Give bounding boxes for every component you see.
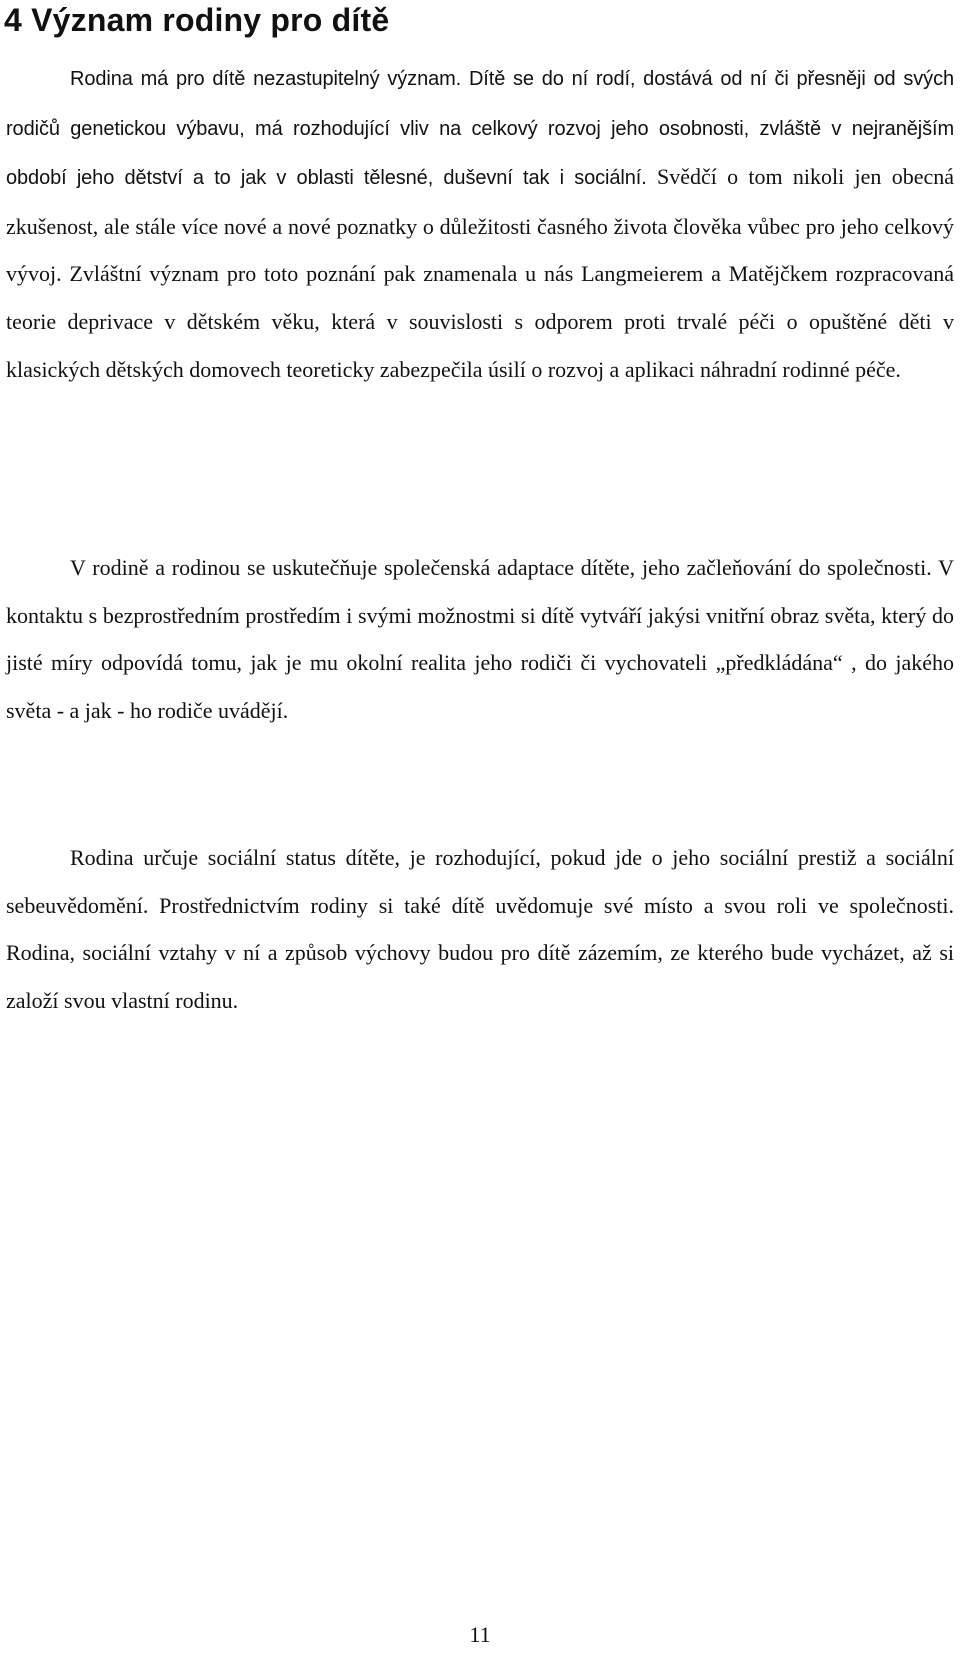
paragraph-family-significance (6, 54, 954, 393)
page-number: 11 (469, 1622, 491, 1647)
paragraph-lead-text: Rodina má pro dítě nezastupitelný význam. Dítě se do ní rodí, dostává od ní či přesněji od svých rodičů genetickou výbavu, má rozhodující vliv na celkový rozvoj jeho osobnosti, zvláště v nejranějším období jeho dětství a to jak v oblasti tělesné, duševní tak i sociální. (6, 68, 954, 190)
paragraph-rest-text: Svědčí o tom nikoli jen obecná zkušenost, ale stále více nové a nové poznatky o důležitosti časného života člověka vůbec pro jeho celkový vývoj. Zvláštní význam pro toto poznání pak znamenala u nás Langmeierem a Matějčkem rozpracovaná teorie deprivace v dětském věku, která v souvislosti s odporem proti trvalé péči o opuštěné děti v klasických dětských domovech teoreticky zabezpečila úsilí o rozvoj a aplikaci náhradní rodinné péče. (6, 164, 954, 382)
paragraph-social-status: Rodina určuje sociální status dítěte, je rozhodující, pokud jde o jeho sociální prestiž a sociální sebeuvědomění. Prostřednictvím rodiny si také dítě uvědomuje své místo a svou roli ve společnosti. Rodina, sociální vztahy v ní a způsob výchovy budou pro dítě zázemím, ze kterého bude vycházet, až si založí svou vlastní rodinu. (6, 845, 954, 1013)
chapter-heading: 4 Význam rodiny pro dítě (4, 2, 390, 38)
paragraph-social-adaptation: V rodině a rodinou se uskutečňuje společenská adaptace dítěte, jeho začleňování do společnosti. V kontaktu s bezprostředním prostředím i svými možnostmi si dítě vytváří jakýsi vnitřní obraz světa, který do jisté míry odpovídá tomu, jak je mu okolní realita jeho rodiči či vychovateli „předkládána“ , do jakého světa - a jak - ho rodiče uvádějí. (6, 555, 954, 723)
